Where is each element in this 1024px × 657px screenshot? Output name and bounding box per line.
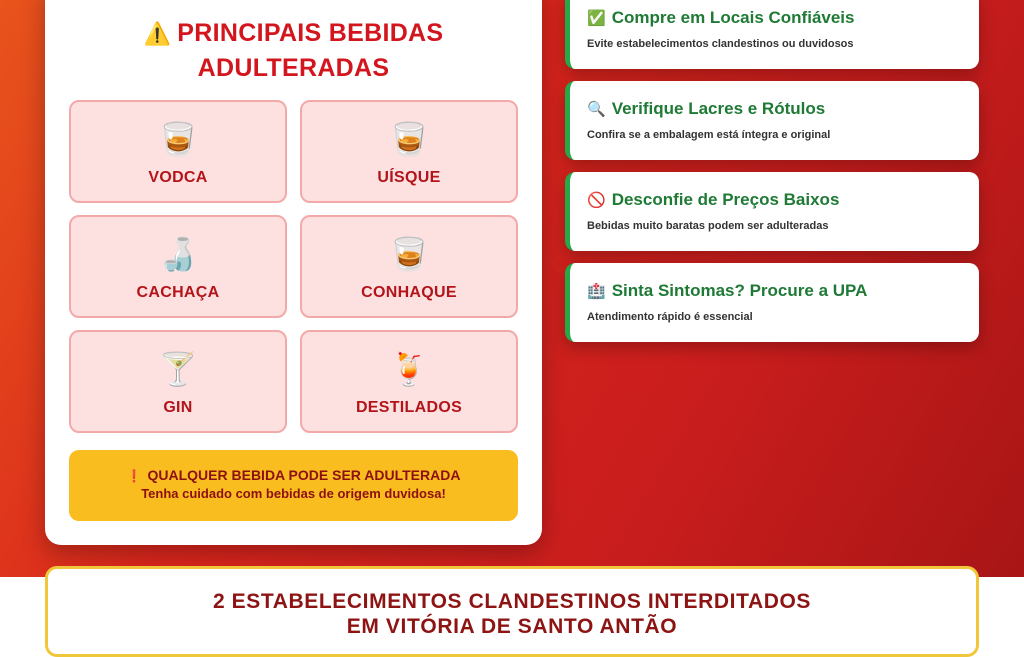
warning-icon: ⚠️ (143, 21, 172, 46)
check-icon: ✅ (587, 9, 606, 27)
tropical-drink-icon: 🍹 (389, 350, 429, 388)
title-line-2: ADULTERADAS (197, 54, 390, 82)
drink-tile-conhaque (300, 215, 518, 318)
drink-tile-vodca (69, 100, 287, 203)
drink-tile-destilados (300, 330, 518, 433)
magnifier-icon: 🔍 (587, 100, 606, 118)
tip-title-text: Sinta Sintomas? Procure a UPA (611, 281, 868, 300)
whisky-glass-icon: 🥃 (389, 235, 429, 273)
tip-description: Confira se a embalagem está íntegra e original (587, 129, 831, 141)
alert-headline-text: QUALQUER BEBIDA PODE SER ADULTERADA (147, 467, 461, 483)
title-line-1: PRINCIPAIS BEBIDAS (177, 19, 444, 47)
interdiction-banner (45, 566, 979, 657)
tip-title-text: Compre em Locais Confiáveis (611, 8, 855, 27)
tip-title-text: Verifique Lacres e Rótulos (611, 99, 826, 118)
tip-title (587, 190, 839, 210)
tip-title (587, 99, 825, 119)
whisky-glass-icon: 🥃 (158, 120, 198, 158)
drink-name: UÍSQUE (377, 169, 441, 186)
drink-name: DESTILADOS (355, 399, 463, 416)
tip-description: Atendimento rápido é essencial (587, 311, 753, 323)
exclamation-icon: ❗ (126, 469, 142, 483)
tip-title (587, 281, 867, 301)
adulteration-alert-box (69, 450, 518, 521)
tip-title-text: Desconfie de Preços Baixos (611, 190, 840, 209)
drink-name: CONHAQUE (361, 284, 457, 301)
cocktail-glass-icon: 🍸 (158, 350, 198, 388)
hospital-icon: 🏥 (587, 282, 606, 300)
tip-description: Evite estabelecimentos clandestinos ou duvidosos (587, 38, 854, 50)
drink-name: CACHAÇA (136, 284, 220, 301)
drink-tile-gin (69, 330, 287, 433)
prohibited-icon: 🚫 (587, 191, 606, 209)
tip-card-symptoms-upa (565, 263, 979, 342)
drink-tile-cachaca (69, 215, 287, 318)
drink-name: GIN (163, 399, 193, 416)
alert-headline (69, 467, 518, 483)
drink-name: VODCA (148, 169, 208, 186)
tip-card-trusted-places (565, 0, 979, 69)
tip-description: Bebidas muito baratas podem ser adulteradas (587, 220, 829, 232)
alert-subtext: Tenha cuidado com bebidas de origem duvidosa! (141, 486, 446, 501)
adulterated-drinks-card (45, 0, 542, 545)
tip-card-check-seals (565, 81, 979, 160)
sake-bottle-icon: 🍶 (158, 235, 198, 273)
drinks-section-title (45, 16, 542, 86)
banner-line-2: EM VITÓRIA DE SANTO ANTÃO (346, 615, 678, 638)
tip-card-low-prices (565, 172, 979, 251)
whisky-glass-icon: 🥃 (389, 120, 429, 158)
drink-tile-uisque (300, 100, 518, 203)
banner-line-1: 2 ESTABELECIMENTOS CLANDESTINOS INTERDITADOS (212, 590, 812, 613)
tip-title (587, 8, 855, 28)
